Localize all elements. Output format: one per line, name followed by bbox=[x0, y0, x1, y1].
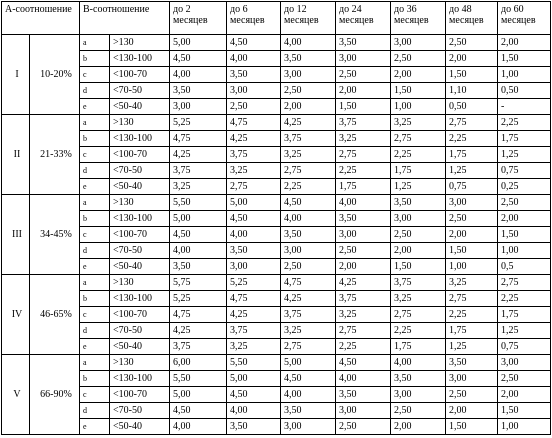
rate-value-cell: 2,00 bbox=[336, 259, 391, 275]
rate-value-cell: 5,00 bbox=[227, 195, 281, 211]
rate-value-cell: 2,50 bbox=[391, 51, 446, 67]
rate-value-cell: 1,75 bbox=[498, 307, 551, 323]
period-header: до 36 месяцев bbox=[391, 2, 446, 35]
rate-value-cell: 1,25 bbox=[391, 179, 446, 195]
rate-value-cell: 3,75 bbox=[281, 307, 336, 323]
rate-value-cell: 2,50 bbox=[391, 227, 446, 243]
a-ratio-range-cell: 34-45% bbox=[30, 195, 80, 275]
rate-value-cell: 3,25 bbox=[170, 179, 227, 195]
rate-value-cell: 2,50 bbox=[336, 243, 391, 259]
sub-letter-cell: b bbox=[80, 51, 110, 67]
rate-value-cell: 4,50 bbox=[336, 355, 391, 371]
rate-value-cell: 2,75 bbox=[336, 147, 391, 163]
rate-value-cell: 1,75 bbox=[391, 163, 446, 179]
rate-value-cell: 2,50 bbox=[446, 211, 498, 227]
rate-value-cell: 0,75 bbox=[498, 339, 551, 355]
rate-value-cell: 1,25 bbox=[446, 339, 498, 355]
rate-value-cell: 5,75 bbox=[170, 275, 227, 291]
sub-letter-cell: d bbox=[80, 83, 110, 99]
rate-value-cell: 3,50 bbox=[170, 83, 227, 99]
rate-value-cell: 3,75 bbox=[170, 339, 227, 355]
class-cell: II bbox=[2, 115, 30, 195]
rate-value-cell: 5,00 bbox=[281, 355, 336, 371]
rate-value-cell: 1,75 bbox=[498, 131, 551, 147]
a-ratio-range-cell: 66-90% bbox=[30, 355, 80, 435]
table-row bbox=[2, 275, 551, 291]
rate-value-cell: 2,75 bbox=[281, 163, 336, 179]
rate-value-cell: 3,00 bbox=[336, 403, 391, 419]
rate-value-cell: 3,50 bbox=[170, 259, 227, 275]
class-cell: IV bbox=[2, 275, 30, 355]
b-ratio-range-cell: <100-70 bbox=[110, 307, 170, 323]
rate-value-cell: 5,25 bbox=[170, 115, 227, 131]
rate-value-cell: 1,50 bbox=[336, 99, 391, 115]
rate-value-cell: 4,50 bbox=[170, 227, 227, 243]
rate-value-cell: 1,00 bbox=[446, 259, 498, 275]
period-header: до 6 месяцев bbox=[227, 2, 281, 35]
rate-value-cell: 2,75 bbox=[446, 115, 498, 131]
rate-value-cell: 3,50 bbox=[227, 419, 281, 435]
a-ratio-range-cell: 46-65% bbox=[30, 275, 80, 355]
b-ratio-range-cell: <70-50 bbox=[110, 163, 170, 179]
b-ratio-range-cell: <130-100 bbox=[110, 211, 170, 227]
b-ratio-range-cell: <130-100 bbox=[110, 131, 170, 147]
sub-letter-cell: c bbox=[80, 227, 110, 243]
rate-value-cell: 2,50 bbox=[498, 371, 551, 387]
rate-value-cell: 4,00 bbox=[227, 403, 281, 419]
rate-value-cell: 3,50 bbox=[336, 387, 391, 403]
rate-value-cell: 5,50 bbox=[170, 371, 227, 387]
rate-value-cell: 2,50 bbox=[498, 195, 551, 211]
rate-value-cell: 5,50 bbox=[170, 195, 227, 211]
rate-value-cell: 3,00 bbox=[336, 227, 391, 243]
table-row bbox=[2, 355, 551, 371]
sub-letter-cell: b bbox=[80, 211, 110, 227]
rate-value-cell: 1,00 bbox=[391, 99, 446, 115]
rate-value-cell: 4,25 bbox=[336, 275, 391, 291]
rate-value-cell: 3,75 bbox=[227, 147, 281, 163]
rate-value-cell: 3,25 bbox=[391, 291, 446, 307]
table-row bbox=[2, 147, 551, 163]
rate-value-cell: 2,75 bbox=[446, 291, 498, 307]
table-row bbox=[2, 131, 551, 147]
rate-value-cell: 3,50 bbox=[227, 243, 281, 259]
class-cell: I bbox=[2, 35, 30, 115]
b-ratio-range-cell: <50-40 bbox=[110, 259, 170, 275]
rate-value-cell: 2,75 bbox=[336, 323, 391, 339]
rate-value-cell: 4,50 bbox=[281, 371, 336, 387]
b-ratio-range-cell: >130 bbox=[110, 195, 170, 211]
rate-value-cell: 4,50 bbox=[227, 35, 281, 51]
table-row bbox=[2, 83, 551, 99]
b-ratio-range-cell: <50-40 bbox=[110, 179, 170, 195]
rate-value-cell: 2,50 bbox=[391, 403, 446, 419]
sub-letter-cell: c bbox=[80, 387, 110, 403]
rate-value-cell: 4,25 bbox=[227, 307, 281, 323]
rate-value-cell: 1,25 bbox=[498, 147, 551, 163]
rate-value-cell: 2,00 bbox=[498, 211, 551, 227]
b-ratio-range-cell: >130 bbox=[110, 355, 170, 371]
period-header: до 48 месяцев bbox=[446, 2, 498, 35]
rate-value-cell: 1,75 bbox=[446, 147, 498, 163]
b-ratio-range-cell: <50-40 bbox=[110, 339, 170, 355]
b-ratio-header: B-соотношение bbox=[80, 2, 170, 35]
rate-value-cell: 2,00 bbox=[498, 35, 551, 51]
rate-value-cell: 3,25 bbox=[391, 115, 446, 131]
rate-value-cell: 2,50 bbox=[336, 419, 391, 435]
table-row bbox=[2, 67, 551, 83]
rate-value-cell: 2,00 bbox=[391, 243, 446, 259]
rate-value-cell: 3,00 bbox=[391, 387, 446, 403]
rate-value-cell: 3,75 bbox=[281, 131, 336, 147]
rate-value-cell: 4,00 bbox=[227, 227, 281, 243]
table-row bbox=[2, 99, 551, 115]
rate-value-cell: 3,00 bbox=[446, 371, 498, 387]
rate-value-cell: 3,00 bbox=[281, 67, 336, 83]
table-row bbox=[2, 339, 551, 355]
rate-value-cell: 4,00 bbox=[227, 51, 281, 67]
b-ratio-range-cell: <70-50 bbox=[110, 403, 170, 419]
rate-value-cell: 4,75 bbox=[227, 291, 281, 307]
rate-value-cell: 4,50 bbox=[227, 387, 281, 403]
table-row bbox=[2, 387, 551, 403]
rate-value-cell: 3,25 bbox=[446, 275, 498, 291]
sub-letter-cell: b bbox=[80, 131, 110, 147]
sub-letter-cell: d bbox=[80, 243, 110, 259]
rate-value-cell: 2,00 bbox=[446, 227, 498, 243]
sub-letter-cell: d bbox=[80, 323, 110, 339]
rate-value-cell: 2,25 bbox=[498, 115, 551, 131]
sub-letter-cell: b bbox=[80, 291, 110, 307]
rate-value-cell: 3,50 bbox=[281, 403, 336, 419]
rate-value-cell: 4,00 bbox=[170, 419, 227, 435]
rate-value-cell: 2,50 bbox=[227, 99, 281, 115]
b-ratio-range-cell: >130 bbox=[110, 275, 170, 291]
table-row bbox=[2, 371, 551, 387]
rate-value-cell: 5,50 bbox=[227, 355, 281, 371]
table-row bbox=[2, 163, 551, 179]
rate-value-cell: 5,00 bbox=[227, 371, 281, 387]
rate-value-cell: 1,75 bbox=[391, 339, 446, 355]
rate-value-cell: 2,25 bbox=[281, 179, 336, 195]
table-body bbox=[2, 35, 551, 435]
rate-value-cell: 2,50 bbox=[281, 83, 336, 99]
rate-value-cell: - bbox=[498, 99, 551, 115]
sub-letter-cell: c bbox=[80, 147, 110, 163]
sub-letter-cell: a bbox=[80, 115, 110, 131]
table-row bbox=[2, 403, 551, 419]
table-row bbox=[2, 419, 551, 435]
rate-value-cell: 5,25 bbox=[170, 291, 227, 307]
table-row bbox=[2, 195, 551, 211]
b-ratio-range-cell: >130 bbox=[110, 115, 170, 131]
rate-value-cell: 2,25 bbox=[336, 339, 391, 355]
rate-value-cell: 3,75 bbox=[336, 291, 391, 307]
rate-value-cell: 3,50 bbox=[336, 35, 391, 51]
b-ratio-range-cell: <70-50 bbox=[110, 243, 170, 259]
rate-value-cell: 3,00 bbox=[281, 243, 336, 259]
rate-value-cell: 0,75 bbox=[498, 163, 551, 179]
rate-value-cell: 1,25 bbox=[498, 323, 551, 339]
sub-letter-cell: d bbox=[80, 163, 110, 179]
rate-value-cell: 2,75 bbox=[227, 179, 281, 195]
period-header: до 24 месяцев bbox=[336, 2, 391, 35]
rate-value-cell: 4,50 bbox=[281, 195, 336, 211]
b-ratio-range-cell: <50-40 bbox=[110, 99, 170, 115]
rate-value-cell: 4,75 bbox=[281, 275, 336, 291]
period-header: до 60 месяцев bbox=[498, 2, 551, 35]
rate-value-cell: 1,50 bbox=[498, 227, 551, 243]
rate-value-cell: 0,50 bbox=[446, 99, 498, 115]
rate-value-cell: 3,00 bbox=[336, 51, 391, 67]
rate-value-cell: 3,50 bbox=[391, 195, 446, 211]
rate-value-cell: 2,00 bbox=[446, 403, 498, 419]
rate-value-cell: 2,00 bbox=[391, 67, 446, 83]
rate-value-cell: 4,50 bbox=[170, 51, 227, 67]
rate-value-cell: 1,25 bbox=[446, 163, 498, 179]
a-ratio-range-cell: 21-33% bbox=[30, 115, 80, 195]
rate-value-cell: 5,00 bbox=[170, 387, 227, 403]
a-ratio-header: A-соотношение bbox=[2, 2, 80, 35]
rate-value-cell: 3,50 bbox=[446, 355, 498, 371]
rate-value-cell: 4,00 bbox=[281, 35, 336, 51]
rate-value-cell: 1,50 bbox=[498, 403, 551, 419]
b-ratio-range-cell: <100-70 bbox=[110, 227, 170, 243]
rate-value-cell: 2,25 bbox=[391, 323, 446, 339]
sub-letter-cell: e bbox=[80, 179, 110, 195]
rate-value-cell: 2,00 bbox=[446, 51, 498, 67]
rate-value-cell: 1,50 bbox=[446, 419, 498, 435]
table-row bbox=[2, 323, 551, 339]
b-ratio-range-cell: <100-70 bbox=[110, 67, 170, 83]
rate-value-cell: 2,25 bbox=[391, 147, 446, 163]
rate-value-cell: 4,75 bbox=[170, 307, 227, 323]
rate-value-cell: 1,50 bbox=[391, 83, 446, 99]
rate-value-cell: 3,50 bbox=[336, 211, 391, 227]
sub-letter-cell: e bbox=[80, 339, 110, 355]
rate-value-cell: 1,00 bbox=[498, 67, 551, 83]
period-header: до 2 месяцев bbox=[170, 2, 227, 35]
rate-value-cell: 3,25 bbox=[336, 307, 391, 323]
rate-value-cell: 1,10 bbox=[446, 83, 498, 99]
b-ratio-range-cell: >130 bbox=[110, 35, 170, 51]
table-row bbox=[2, 115, 551, 131]
b-ratio-range-cell: <130-100 bbox=[110, 371, 170, 387]
rate-value-cell: 5,25 bbox=[227, 275, 281, 291]
rate-value-cell: 2,75 bbox=[391, 131, 446, 147]
rate-value-cell: 3,00 bbox=[227, 83, 281, 99]
rate-value-cell: 1,50 bbox=[498, 51, 551, 67]
sub-letter-cell: a bbox=[80, 35, 110, 51]
table-row bbox=[2, 51, 551, 67]
rate-value-cell: 3,25 bbox=[336, 131, 391, 147]
rate-value-cell: 2,25 bbox=[446, 307, 498, 323]
rate-value-cell: 2,00 bbox=[498, 387, 551, 403]
sub-letter-cell: a bbox=[80, 195, 110, 211]
sub-letter-cell: e bbox=[80, 259, 110, 275]
table-row bbox=[2, 307, 551, 323]
rate-value-cell: 3,00 bbox=[281, 419, 336, 435]
sub-letter-cell: c bbox=[80, 67, 110, 83]
rate-value-cell: 3,25 bbox=[227, 339, 281, 355]
rate-value-cell: 0,50 bbox=[498, 83, 551, 99]
rate-value-cell: 5,00 bbox=[170, 35, 227, 51]
rate-value-cell: 2,00 bbox=[281, 99, 336, 115]
rate-table bbox=[1, 1, 551, 435]
rate-value-cell: 2,75 bbox=[281, 339, 336, 355]
sub-letter-cell: e bbox=[80, 419, 110, 435]
header-row bbox=[2, 2, 551, 35]
rate-value-cell: 4,00 bbox=[336, 195, 391, 211]
rate-value-cell: 0,75 bbox=[446, 179, 498, 195]
rate-value-cell: 2,50 bbox=[446, 35, 498, 51]
table-row bbox=[2, 35, 551, 51]
rate-value-cell: 1,50 bbox=[446, 243, 498, 259]
b-ratio-range-cell: <100-70 bbox=[110, 387, 170, 403]
sub-letter-cell: a bbox=[80, 355, 110, 371]
rate-value-cell: 4,25 bbox=[170, 147, 227, 163]
a-ratio-range-cell: 10-20% bbox=[30, 35, 80, 115]
period-header: до 12 месяцев bbox=[281, 2, 336, 35]
rate-value-cell: 2,75 bbox=[498, 275, 551, 291]
rate-value-cell: 1,75 bbox=[336, 179, 391, 195]
b-ratio-range-cell: <130-100 bbox=[110, 51, 170, 67]
class-cell: III bbox=[2, 195, 30, 275]
b-ratio-range-cell: <100-70 bbox=[110, 147, 170, 163]
rate-value-cell: 2,50 bbox=[281, 259, 336, 275]
rate-value-cell: 4,50 bbox=[170, 403, 227, 419]
rate-value-cell: 4,00 bbox=[281, 387, 336, 403]
table-row bbox=[2, 227, 551, 243]
rate-value-cell: 2,25 bbox=[446, 131, 498, 147]
rate-value-cell: 1,50 bbox=[446, 67, 498, 83]
rate-value-cell: 3,00 bbox=[170, 99, 227, 115]
rate-value-cell: 2,25 bbox=[336, 163, 391, 179]
rate-value-cell: 4,25 bbox=[281, 291, 336, 307]
table-row bbox=[2, 179, 551, 195]
rate-value-cell: 1,00 bbox=[498, 243, 551, 259]
rate-value-cell: 4,75 bbox=[227, 115, 281, 131]
rate-value-cell: 3,50 bbox=[281, 227, 336, 243]
table-row bbox=[2, 211, 551, 227]
b-ratio-range-cell: <130-100 bbox=[110, 291, 170, 307]
rate-value-cell: 3,25 bbox=[281, 147, 336, 163]
table-row bbox=[2, 291, 551, 307]
rate-value-cell: 2,00 bbox=[336, 83, 391, 99]
rate-value-cell: 4,00 bbox=[170, 67, 227, 83]
rate-value-cell: 3,25 bbox=[281, 323, 336, 339]
rate-value-cell: 2,25 bbox=[498, 291, 551, 307]
rate-value-cell: 4,00 bbox=[170, 243, 227, 259]
rate-value-cell: 2,50 bbox=[446, 387, 498, 403]
rate-value-cell: 3,50 bbox=[391, 371, 446, 387]
rate-value-cell: 2,75 bbox=[391, 307, 446, 323]
rate-value-cell: 3,00 bbox=[391, 35, 446, 51]
rate-value-cell: 4,75 bbox=[170, 131, 227, 147]
rate-value-cell: 2,00 bbox=[391, 419, 446, 435]
rate-value-cell: 4,50 bbox=[227, 211, 281, 227]
rate-value-cell: 3,75 bbox=[336, 115, 391, 131]
sub-letter-cell: c bbox=[80, 307, 110, 323]
rate-value-cell: 4,25 bbox=[170, 323, 227, 339]
table-row bbox=[2, 259, 551, 275]
rate-value-cell: 2,50 bbox=[336, 67, 391, 83]
rate-value-cell: 3,00 bbox=[446, 195, 498, 211]
rate-value-cell: 0,5 bbox=[498, 259, 551, 275]
rate-value-cell: 1,50 bbox=[391, 259, 446, 275]
rate-value-cell: 3,50 bbox=[227, 67, 281, 83]
rate-value-cell: 3,75 bbox=[170, 163, 227, 179]
rate-value-cell: 3,00 bbox=[227, 259, 281, 275]
sub-letter-cell: d bbox=[80, 403, 110, 419]
table-row bbox=[2, 243, 551, 259]
rate-value-cell: 1,75 bbox=[446, 323, 498, 339]
sub-letter-cell: a bbox=[80, 275, 110, 291]
rate-value-cell: 4,25 bbox=[227, 131, 281, 147]
rate-value-cell: 4,00 bbox=[281, 211, 336, 227]
rate-value-cell: 3,50 bbox=[281, 51, 336, 67]
b-ratio-range-cell: <70-50 bbox=[110, 323, 170, 339]
rate-value-cell: 5,00 bbox=[170, 211, 227, 227]
rate-value-cell: 3,00 bbox=[498, 355, 551, 371]
rate-value-cell: 6,00 bbox=[170, 355, 227, 371]
b-ratio-range-cell: <70-50 bbox=[110, 83, 170, 99]
rate-value-cell: 4,25 bbox=[281, 115, 336, 131]
sub-letter-cell: b bbox=[80, 371, 110, 387]
rate-value-cell: 3,25 bbox=[227, 163, 281, 179]
rate-value-cell: 4,00 bbox=[336, 371, 391, 387]
class-cell: V bbox=[2, 355, 30, 435]
rate-value-cell: 3,75 bbox=[391, 275, 446, 291]
sub-letter-cell: e bbox=[80, 99, 110, 115]
rate-value-cell: 3,00 bbox=[391, 211, 446, 227]
b-ratio-range-cell: <50-40 bbox=[110, 419, 170, 435]
rate-value-cell: 3,75 bbox=[227, 323, 281, 339]
rate-value-cell: 1,00 bbox=[498, 419, 551, 435]
rate-value-cell: 0,25 bbox=[498, 179, 551, 195]
rate-value-cell: 4,00 bbox=[391, 355, 446, 371]
